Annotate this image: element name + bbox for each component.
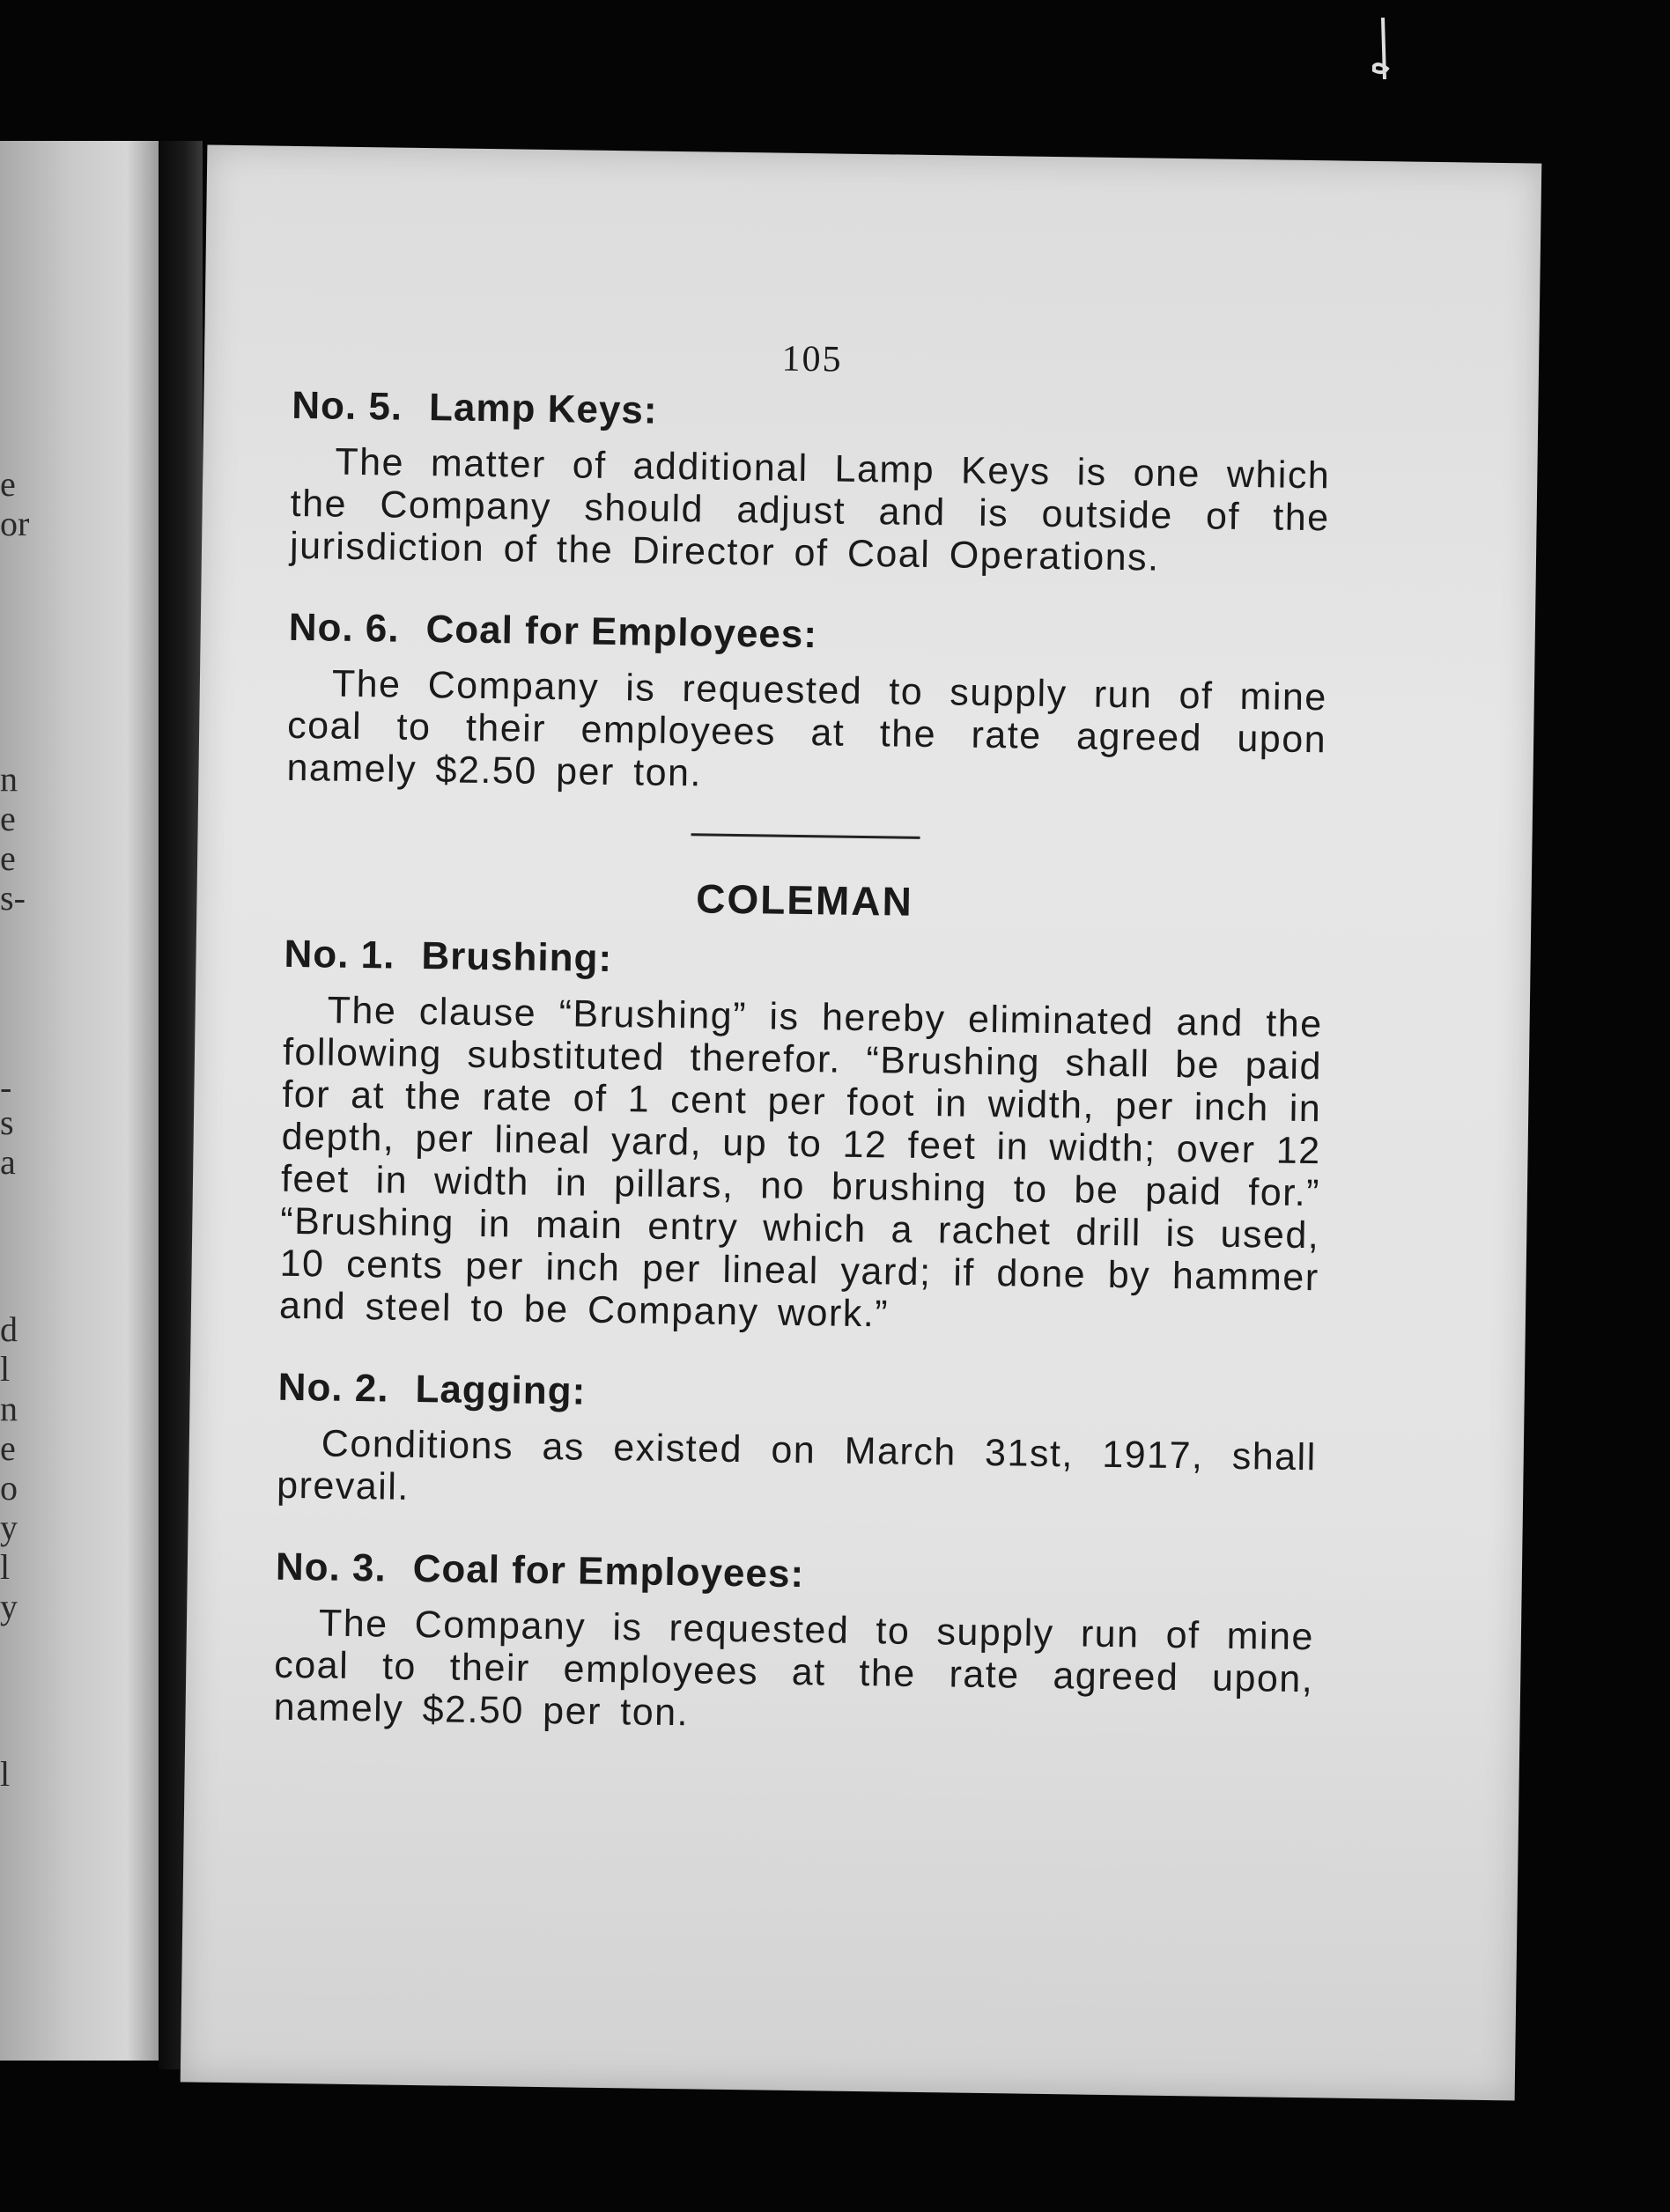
left-fragment: n (0, 1389, 18, 1428)
left-fragment: d (0, 1309, 18, 1349)
left-fragment: e (0, 464, 16, 504)
section-heading (276, 1545, 1316, 1604)
book-page (181, 145, 1542, 2101)
section-number: No. 1. (284, 932, 395, 977)
section-title: Lamp Keys: (428, 386, 658, 432)
section-heading (292, 384, 1332, 442)
coleman-title: COLEMAN (695, 875, 914, 925)
left-fragment: e (0, 838, 16, 878)
left-fragment: - (0, 1067, 12, 1107)
left-fragment: s (0, 1102, 14, 1142)
section-text: Conditions as existed on March 31st, 1917, shall prevail. (276, 1422, 1318, 1508)
page-content (273, 331, 1333, 1781)
section-number: No. 5. (291, 383, 403, 429)
section-heading (284, 933, 1324, 991)
left-fragment: l (0, 1547, 11, 1587)
left-fragment: e (0, 1428, 16, 1468)
section-number: No. 6. (288, 605, 400, 651)
left-fragment: s- (0, 878, 26, 918)
left-fragment: y (0, 1587, 18, 1626)
left-fragment: o (0, 1468, 18, 1508)
section-text: The Company is requested to supply run of mine coal to their employees at the rate agreed upon, namely $2.50 per ton. (273, 1602, 1315, 1735)
section-title: Coal for Employees: (412, 1546, 805, 1596)
section-title: Coal for Employees: (425, 608, 818, 657)
left-fragment: n (0, 759, 18, 799)
left-fragment: l (0, 1754, 11, 1794)
section-heading (277, 1366, 1318, 1424)
corner-mark-icon (1348, 18, 1409, 88)
left-fragment: or (0, 504, 30, 543)
page-number: 105 (781, 338, 843, 380)
section-heading (288, 606, 1328, 664)
section-title: Lagging: (415, 1367, 587, 1413)
left-fragment: e (0, 799, 16, 838)
section-number: No. 3. (275, 1545, 388, 1590)
section-number: No. 2. (277, 1365, 389, 1411)
section-divider (691, 833, 920, 839)
section-text: The Company is requested to supply run of mine coal to their employees at the rate agreed upon namely $2.50 per ton. (286, 662, 1328, 795)
section-title: Brushing: (421, 934, 613, 981)
left-fragment: a (0, 1142, 16, 1182)
left-page-edge (0, 141, 159, 2061)
left-fragment: l (0, 1349, 11, 1389)
section-text: The clause “Brushing” is hereby eliminated and the following substituted therefor. “Brushing shall be paid for at the rate of 1 cent per foot in width, per inch in depth, per lineal yard, up to 12 feet in width; over 12 feet in width in pillars, no brushing to be paid for.” “Brushing in main entry which a rachet drill is used, 10 cents per inch per lineal yard; if done by hammer and steel to be Company work.” (278, 989, 1323, 1336)
section-text: The matter of additional Lamp Keys is one which the Company should adjust and is outside of the jurisdiction of the Director of Coal Operations. (289, 440, 1331, 579)
left-fragment: y (0, 1508, 18, 1547)
